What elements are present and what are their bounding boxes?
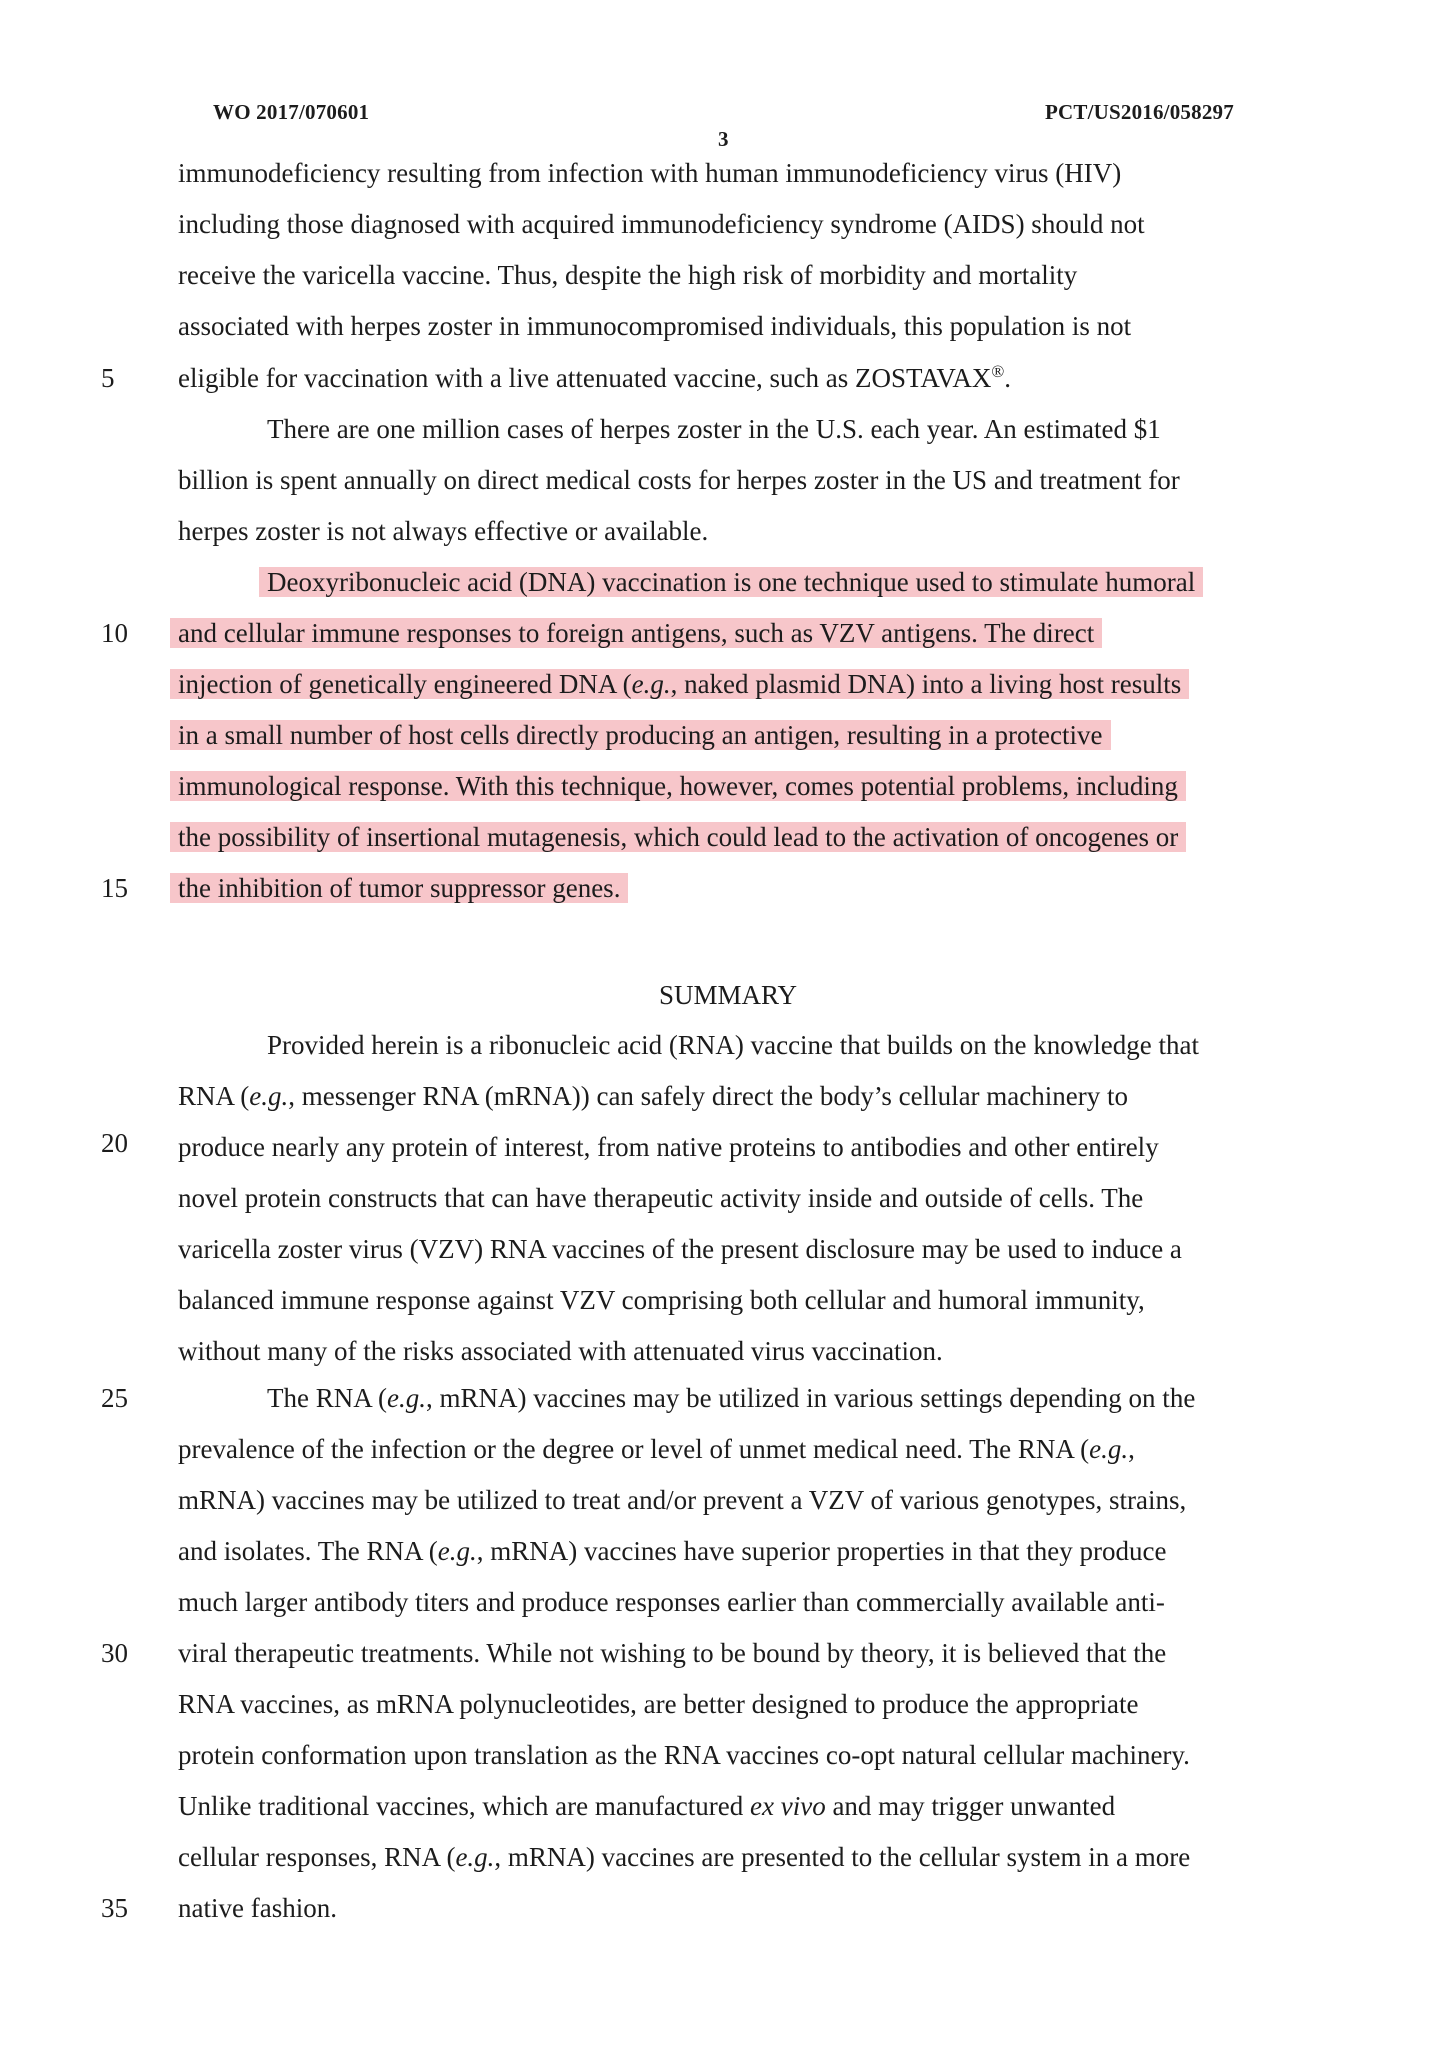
- text-line: [267, 1377, 1195, 1419]
- text-segment: Deoxyribonucleic acid (DNA) vaccination is one technique used to stimulate humoral: [267, 567, 1196, 597]
- text-segment: associated with herpes zoster in immunocompromised individuals, this population is not: [178, 311, 1132, 341]
- text-segment: immunodeficiency resulting from infection with human immunodeficiency virus (HIV): [178, 158, 1122, 188]
- registered-mark: ®: [991, 362, 1005, 381]
- text-segment: RNA (: [178, 1081, 250, 1111]
- line-number: 25: [101, 1383, 128, 1413]
- text-segment: , naked plasmid DNA) into a living host results: [670, 669, 1182, 699]
- page-number: 3: [718, 127, 729, 151]
- text-segment: The RNA (: [267, 1383, 387, 1413]
- text-line: [178, 1887, 337, 1929]
- text-segment: cellular responses, RNA (: [178, 1842, 456, 1872]
- text-line: [178, 152, 1121, 194]
- text-segment: ,: [1128, 1434, 1135, 1464]
- text-line: [178, 1177, 1143, 1219]
- text-line: [178, 357, 1011, 399]
- text-line: [267, 1024, 1199, 1066]
- highlighted-passage: [170, 618, 1102, 648]
- application-number: PCT/US2016/058297: [1045, 100, 1234, 124]
- text-segment: and may trigger unwanted: [825, 1791, 1116, 1821]
- line-number: 15: [101, 873, 128, 903]
- line-number: 20: [101, 1128, 128, 1158]
- text-segment: much larger antibody titers and produce responses earlier than commercially available anti-: [178, 1587, 1165, 1617]
- text-segment: billion is spent annually on direct medical costs for herpes zoster in the US and treatment for: [178, 465, 1180, 495]
- text-segment: injection of genetically engineered DNA (: [178, 669, 632, 699]
- text-line: [178, 1075, 1128, 1117]
- text-segment: Provided herein is a ribonucleic acid (RNA) vaccine that builds on the knowledge that: [267, 1030, 1199, 1060]
- text-segment: produce nearly any protein of interest, from native proteins to antibodies and other entirely: [178, 1132, 1159, 1162]
- italic-text: e.g.: [631, 669, 671, 699]
- publication-number: WO 2017/070601: [213, 100, 370, 124]
- text-segment: mRNA) vaccines may be utilized to treat and/or prevent a VZV of various genotypes, strains,: [178, 1485, 1187, 1515]
- text-line: [178, 714, 1111, 756]
- text-line: [178, 1228, 1182, 1270]
- highlighted-passage: [170, 873, 628, 903]
- text-line: [178, 1734, 1190, 1776]
- text-segment: eligible for vaccination with a live attenuated vaccine, such as ZOSTAVAX: [178, 363, 992, 393]
- text-segment: varicella zoster virus (VZV) RNA vaccines of the present disclosure may be used to induce a: [178, 1234, 1182, 1264]
- text-segment: , mRNA) vaccines have superior properties in that they produce: [476, 1536, 1167, 1566]
- text-segment: There are one million cases of herpes zoster in the U.S. each year. An estimated $1: [267, 414, 1161, 444]
- text-segment: the inhibition of tumor suppressor genes.: [178, 873, 621, 903]
- italic-text: ex vivo: [750, 1791, 826, 1821]
- italic-text: e.g.: [249, 1081, 289, 1111]
- section-heading-summary: SUMMARY: [658, 980, 798, 1010]
- text-line: [178, 1330, 943, 1372]
- text-line: [267, 408, 1161, 450]
- text-line: [178, 1428, 1135, 1470]
- line-number: 35: [101, 1893, 128, 1923]
- text-segment: Unlike traditional vaccines, which are manufactured: [178, 1791, 751, 1821]
- text-line: [178, 1126, 1159, 1168]
- text-line: [178, 305, 1131, 347]
- text-segment: , mRNA) vaccines are presented to the cellular system in a more: [494, 1842, 1191, 1872]
- italic-text: e.g.: [455, 1842, 495, 1872]
- text-segment: in a small number of host cells directly producing an antigen, resulting in a protective: [178, 720, 1103, 750]
- text-segment: without many of the risks associated with attenuated virus vaccination.: [178, 1336, 943, 1366]
- line-number: 30: [101, 1638, 128, 1668]
- text-segment: .: [1004, 363, 1012, 393]
- text-line: [178, 1785, 1115, 1827]
- text-line: [178, 1632, 1166, 1674]
- highlighted-passage: [259, 567, 1203, 597]
- italic-text: e.g.: [1089, 1434, 1129, 1464]
- text-line: [178, 459, 1180, 501]
- text-segment: including those diagnosed with acquired immunodeficiency syndrome (AIDS) should not: [178, 209, 1145, 239]
- text-line: [178, 663, 1189, 705]
- text-line: [178, 765, 1186, 807]
- text-line: [178, 1581, 1165, 1623]
- text-segment: RNA vaccines, as mRNA polynucleotides, are better designed to produce the appropriate: [178, 1689, 1139, 1719]
- text-line: [178, 1530, 1166, 1572]
- text-segment: novel protein constructs that can have therapeutic activity inside and outside of cells. The: [178, 1183, 1144, 1213]
- text-line: [178, 1279, 1145, 1321]
- line-number: 10: [101, 618, 128, 648]
- italic-text: e.g.: [386, 1383, 426, 1413]
- text-segment: prevalence of the infection or the degree or level of unmet medical need. The RNA (: [178, 1434, 1090, 1464]
- text-segment: herpes zoster is not always effective or available.: [178, 516, 709, 546]
- line-number: 5: [101, 363, 115, 393]
- text-line: [178, 867, 628, 909]
- text-line: [178, 254, 1077, 296]
- text-segment: and cellular immune responses to foreign antigens, such as VZV antigens. The direct: [178, 618, 1095, 648]
- text-segment: , messenger RNA (mRNA)) can safely direct the body’s cellular machinery to: [288, 1081, 1128, 1111]
- text-segment: receive the varicella vaccine. Thus, despite the high risk of morbidity and mortality: [178, 260, 1078, 290]
- highlighted-passage: [170, 720, 1111, 750]
- text-line: [178, 510, 708, 552]
- text-line: [178, 1479, 1186, 1521]
- text-line: [178, 612, 1102, 654]
- text-segment: native fashion.: [178, 1893, 337, 1923]
- italic-text: e.g.: [437, 1536, 477, 1566]
- text-line: [178, 1836, 1190, 1878]
- text-line: [178, 1683, 1138, 1725]
- text-segment: immunological response. With this technique, however, comes potential problems, including: [178, 771, 1178, 801]
- highlighted-passage: [170, 669, 1189, 699]
- text-segment: balanced immune response against VZV comprising both cellular and humoral immunity,: [178, 1285, 1145, 1315]
- highlighted-passage: [170, 771, 1186, 801]
- text-segment: viral therapeutic treatments. While not wishing to be bound by theory, it is believed that the: [178, 1638, 1167, 1668]
- text-segment: protein conformation upon translation as the RNA vaccines co-opt natural cellular machinery.: [178, 1740, 1190, 1770]
- text-segment: , mRNA) vaccines may be utilized in various settings depending on the: [425, 1383, 1196, 1413]
- text-segment: and isolates. The RNA (: [178, 1536, 438, 1566]
- text-line: [178, 816, 1186, 858]
- highlighted-passage: [170, 822, 1186, 852]
- text-line: [267, 561, 1203, 603]
- text-segment: the possibility of insertional mutagenesis, which could lead to the activation of oncogenes or: [178, 822, 1179, 852]
- text-line: [178, 203, 1145, 245]
